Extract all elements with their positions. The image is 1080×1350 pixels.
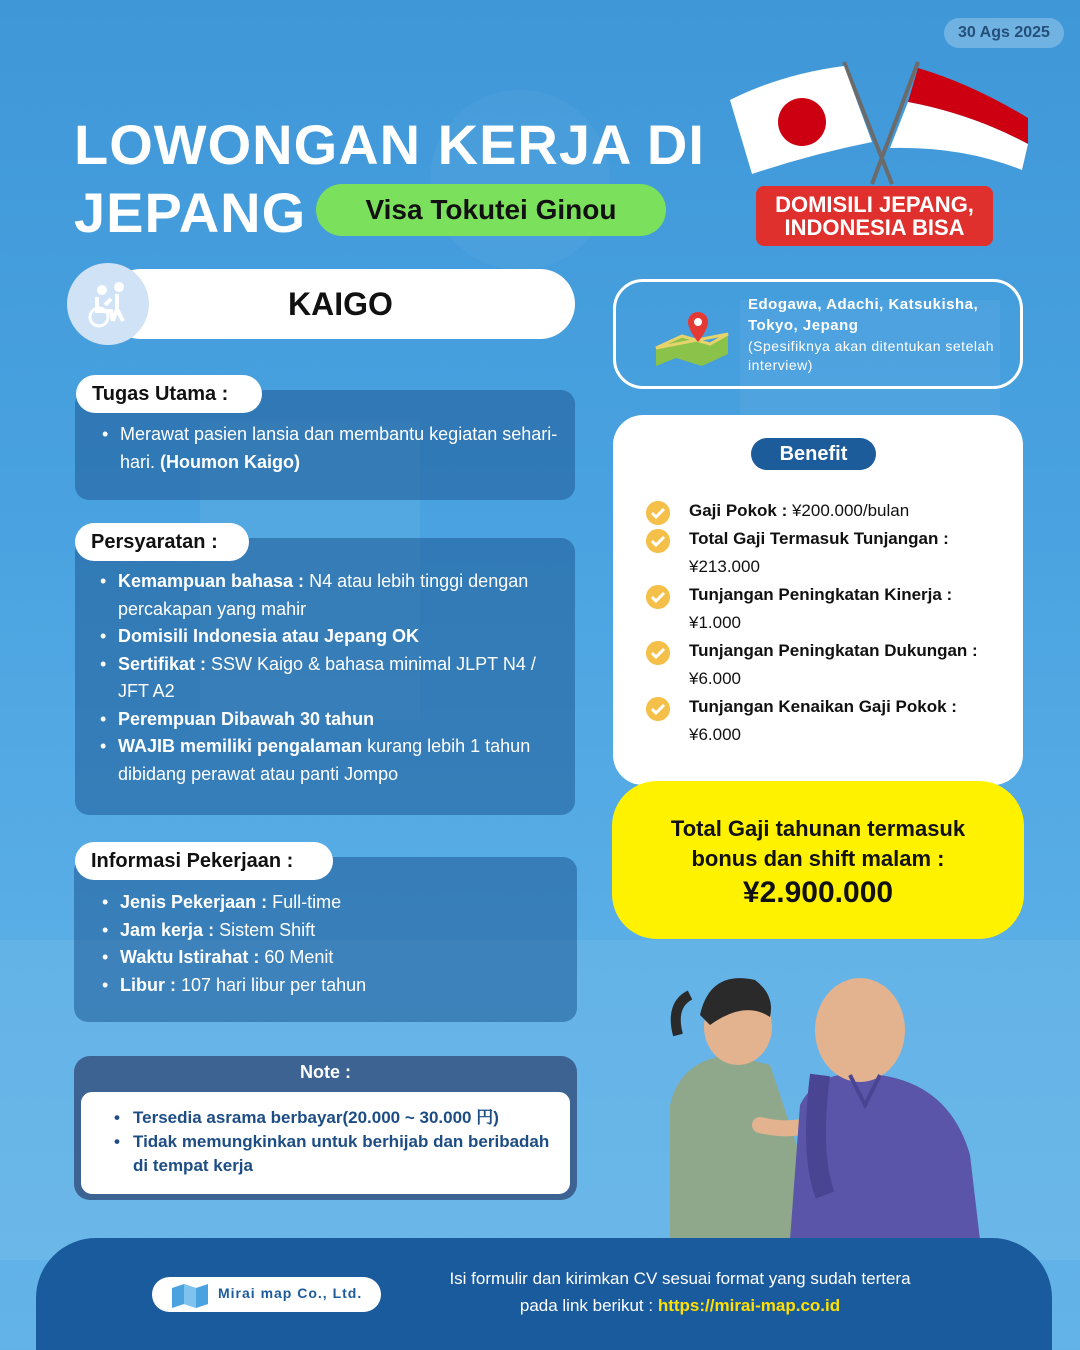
info-bold: Waktu Istirahat : — [120, 947, 260, 967]
req-text: SSW Kaigo & bahasa minimal JLPT N4 / JFT A2 — [118, 653, 536, 701]
check-icon — [646, 585, 670, 609]
list-item — [98, 733, 553, 788]
check-icon — [646, 641, 670, 665]
benefit-item — [646, 581, 996, 637]
total-salary-card — [612, 781, 1024, 939]
date-badge: 30 Ags 2025 — [944, 18, 1064, 48]
req-text: kurang lebih 1 tahun dibidang perawat atau panti Jompo — [118, 736, 531, 784]
domisili-line1: DOMISILI JEPANG, — [775, 192, 974, 217]
note-label: Note : — [300, 1062, 351, 1082]
company-name: Mirai map Co., Ltd. — [218, 1285, 363, 1301]
tugas-label: Tugas Utama : — [76, 375, 262, 413]
benefit-bold: Tunjangan Peningkatan Dukungan : — [689, 641, 978, 660]
list-item — [100, 972, 565, 1000]
req-text: N4 atau lebih tinggi dengan percakapan yang mahir — [118, 571, 529, 619]
info-text: 107 hari libur per tahun — [176, 974, 367, 995]
informasi-label: Informasi Pekerjaan : — [75, 842, 333, 880]
list-item — [98, 706, 553, 734]
total-line2: bonus dan shift malam : — [691, 846, 945, 871]
website-link[interactable]: https://mirai-map.co.id — [657, 1296, 841, 1315]
list-item — [100, 917, 565, 945]
benefit-bold: Tunjangan Kenaikan Gaji Pokok : — [689, 697, 957, 716]
benefit-text: ¥213.000 — [689, 557, 760, 576]
info-text: Sistem Shift — [214, 919, 316, 940]
req-bold: Perempuan Dibawah 30 tahun — [118, 708, 375, 729]
benefit-item — [646, 497, 996, 525]
req-bold: Sertifikat : — [118, 653, 207, 674]
benefit-item — [646, 637, 996, 693]
map-pin-icon — [652, 304, 732, 374]
benefit-bold: Total Gaji Termasuk Tunjangan : — [689, 529, 949, 548]
location-place: Edogawa, Adachi, Katsukisha, Tokyo, Jepang — [748, 296, 979, 334]
check-icon — [646, 697, 670, 721]
page-title-line2: JEPANG — [74, 181, 307, 244]
japan-indonesia-flags-icon — [722, 54, 1042, 204]
list-item — [100, 944, 565, 972]
tugas-bold: (Houmon Kaigo) — [160, 451, 301, 472]
req-bold: Domisili Indonesia atau Jepang OK — [118, 626, 420, 646]
list-item — [98, 651, 553, 706]
benefit-list — [646, 497, 996, 749]
list-item — [100, 889, 565, 917]
benefit-text: ¥6.000 — [689, 669, 741, 688]
informasi-list — [100, 889, 565, 999]
list-item: • Tersedia asrama berbayar(20.000 ~ 30.000 円) — [112, 1106, 562, 1130]
location-note: (Spesifiknya akan ditentukan setelah interview) — [748, 338, 995, 373]
benefit-item — [646, 525, 996, 581]
footer-link-prefix: pada link berikut : — [519, 1296, 658, 1315]
footer-instruction: Isi formulir dan kirimkan CV sesuai format yang sudah tertera — [449, 1269, 911, 1288]
req-bold: Kemampuan bahasa : — [118, 571, 305, 591]
check-icon — [646, 529, 670, 553]
page-title-line1: LOWONGAN KERJA DI — [74, 113, 705, 176]
benefit-bold: Gaji Pokok : — [689, 501, 788, 520]
info-text: 60 Menit — [259, 947, 334, 967]
wheelchair-icon — [67, 263, 149, 345]
persyaratan-list — [98, 568, 553, 788]
benefit-label: Benefit — [751, 438, 876, 470]
domisili-badge — [756, 186, 993, 246]
info-bold: Jam kerja : — [120, 919, 215, 940]
job-icon-circle — [67, 263, 149, 345]
map-logo-icon — [170, 1282, 210, 1308]
info-bold: Jenis Pekerjaan : — [120, 892, 268, 912]
list-item: • Tidak memungkinkan untuk berhijab dan beribadah di tempat kerja — [112, 1130, 562, 1178]
info-text: Full-time — [267, 892, 342, 912]
total-line1: Total Gaji tahunan termasuk — [670, 816, 966, 841]
benefit-text: ¥6.000 — [689, 725, 741, 744]
job-title: KAIGO — [106, 269, 575, 339]
benefit-item — [646, 693, 996, 749]
tugas-list — [100, 421, 565, 476]
req-bold: WAJIB memiliki pengalaman — [118, 736, 363, 756]
list-item — [100, 421, 565, 476]
domisili-line2: INDONESIA BISA — [784, 215, 965, 240]
note-list — [112, 1106, 562, 1178]
check-icon — [646, 501, 670, 525]
caregiver-illustration — [650, 955, 1030, 1240]
total-value: ¥2.900.000 — [742, 876, 894, 909]
list-item — [98, 623, 553, 651]
benefit-text: ¥1.000 — [689, 613, 741, 632]
benefit-text: ¥200.000/bulan — [787, 501, 910, 520]
persyaratan-label: Persyaratan : — [75, 523, 249, 561]
footer-link-line — [420, 1296, 940, 1316]
list-item — [98, 568, 553, 623]
visa-badge: Visa Tokutei Ginou — [316, 184, 666, 236]
benefit-bold: Tunjangan Peningkatan Kinerja : — [689, 585, 953, 604]
tugas-text: Merawat pasien lansia dan membantu kegiatan sehari-hari. — [120, 424, 558, 472]
info-bold: Libur : — [120, 974, 176, 995]
